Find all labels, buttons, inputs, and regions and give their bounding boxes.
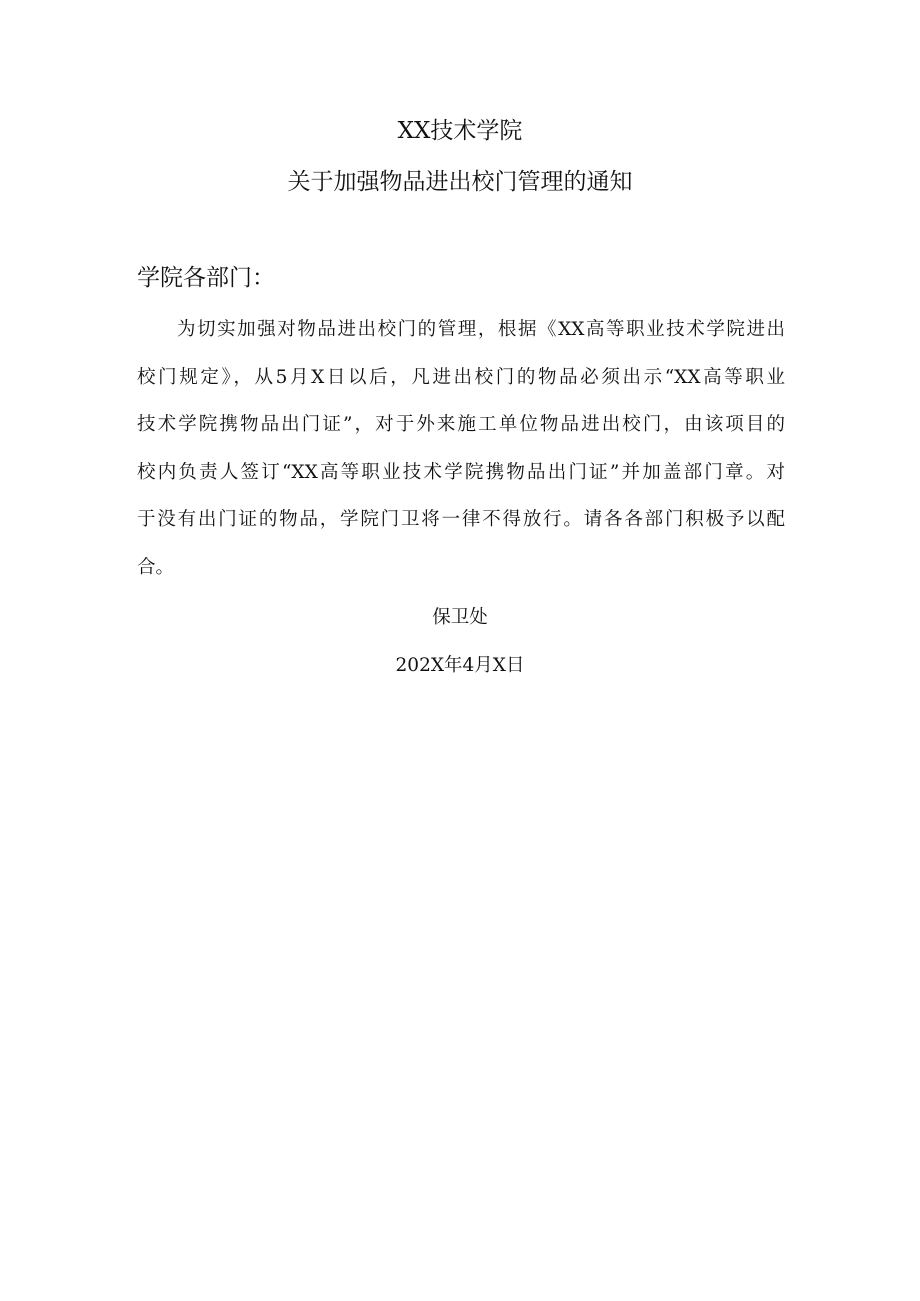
notice-body-line-1: 为切实加强对物品进出校门的管理，根据《XX高等职业技术学院进出	[177, 319, 785, 340]
notice-body-line-6: 合。	[137, 556, 175, 578]
document-title-line-1: XX技术学院	[397, 118, 523, 144]
document-title-line-2: 关于加强物品进出校门管理的通知	[287, 169, 633, 195]
notice-body-line-5: 于没有出门证的物品，学院门卫将一律不得放行。请各各部门积极予以配	[137, 509, 785, 530]
notice-body-line-3: 技术学院携物品出门证”，对于外来施工单位物品进出校门，由该项目的	[137, 414, 785, 435]
notice-body-line-4: 校内负责人签订“XX高等职业技术学院携物品出门证”并加盖部门章。对	[137, 461, 785, 483]
salutation: 学院各部门：	[137, 265, 275, 291]
issue-date: 202X年4月X日	[395, 655, 525, 676]
notice-body	[137, 316, 785, 601]
notice-body-line-2: 校门规定》，从5月X日以后，凡进出校门的物品必须出示“XX高等职业	[137, 366, 785, 388]
issuing-department: 保卫处	[432, 607, 488, 628]
